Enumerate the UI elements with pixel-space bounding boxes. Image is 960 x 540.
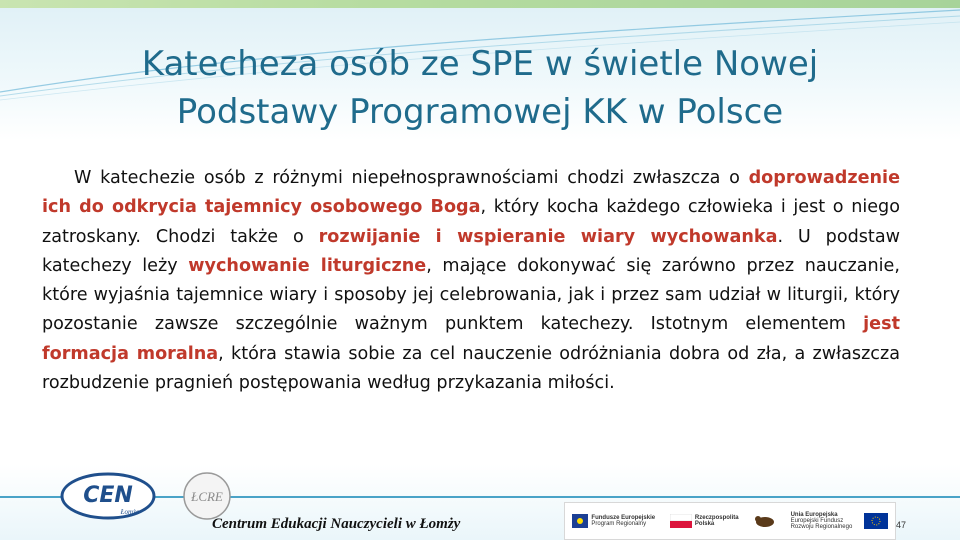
ue-sublabel: Europejski Fundusz Rozwoju Regionalnego xyxy=(790,518,853,530)
eu-flag-icon xyxy=(864,513,888,529)
rzeczpospolita-logo xyxy=(670,514,739,528)
fe-sublabel: Program Regionalny xyxy=(591,521,647,527)
cen-logo-text: CEN xyxy=(83,483,133,508)
lcre-logo-text: ŁCRE xyxy=(191,489,223,504)
eu-funding-logos xyxy=(564,502,896,540)
body-highlight-segment: rozwijanie i wspieranie wiary wychowanka xyxy=(318,226,778,247)
slide-body-text xyxy=(42,164,900,398)
ue-label: Unia Europejska xyxy=(790,512,838,518)
institution-name: Centrum Edukacji Nauczycieli w Łomży xyxy=(212,516,461,532)
body-text-segment: W katechezie osób z różnymi niepełnosprawnościami chodzi zwłaszcza o xyxy=(74,168,749,188)
rp-label: Rzeczpospolita Polska xyxy=(694,515,739,527)
unia-europejska-logo xyxy=(791,512,888,530)
body-text-segment: , mające dokonywać się zarówno przez nauczanie, które wyjaśnia tajemnice wiary i sposoby jej celebrowania, jak i przez sam udział w liturgii, który pozostanie zawsze szczególnie ważnym punktem katechezy. Istotnym elementem xyxy=(42,255,900,335)
fe-label: Fundusze Europejskie xyxy=(591,515,656,521)
lcre-logo xyxy=(174,470,240,522)
body-highlight-segment: wychowanie liturgiczne xyxy=(188,255,427,276)
cen-logo-subtext: Łomża xyxy=(120,508,140,516)
fe-star-icon xyxy=(572,514,588,528)
body-highlight-segment: jest formacja moralna xyxy=(42,314,900,364)
bison-icon xyxy=(754,513,776,529)
fundusze-europejskie-logo xyxy=(572,514,655,528)
page-number: 47 xyxy=(896,520,907,530)
body-highlight-segment: doprowadzenie ich do odkrycia tajemnicy osobowego Boga xyxy=(42,168,900,218)
cen-logo xyxy=(58,470,158,522)
body-text-segment: , który kocha każdego człowieka i jest o niego zatroskany. Chodzi także o xyxy=(42,197,900,247)
polish-flag-icon xyxy=(670,514,692,528)
slide-title: Katecheza osób ze SPE w świetle Nowej Podstawy Programowej KK w Polsce xyxy=(141,44,819,132)
body-text-segment: , która stawia sobie za cel nauczenie odróżniania dobra od zła, a zwłaszcza rozbudzenie pragnień postępowania według przykazania miłości. xyxy=(42,343,900,394)
body-text-segment: . U podstaw katechezy leży xyxy=(42,226,900,276)
bison-logo xyxy=(754,513,776,529)
